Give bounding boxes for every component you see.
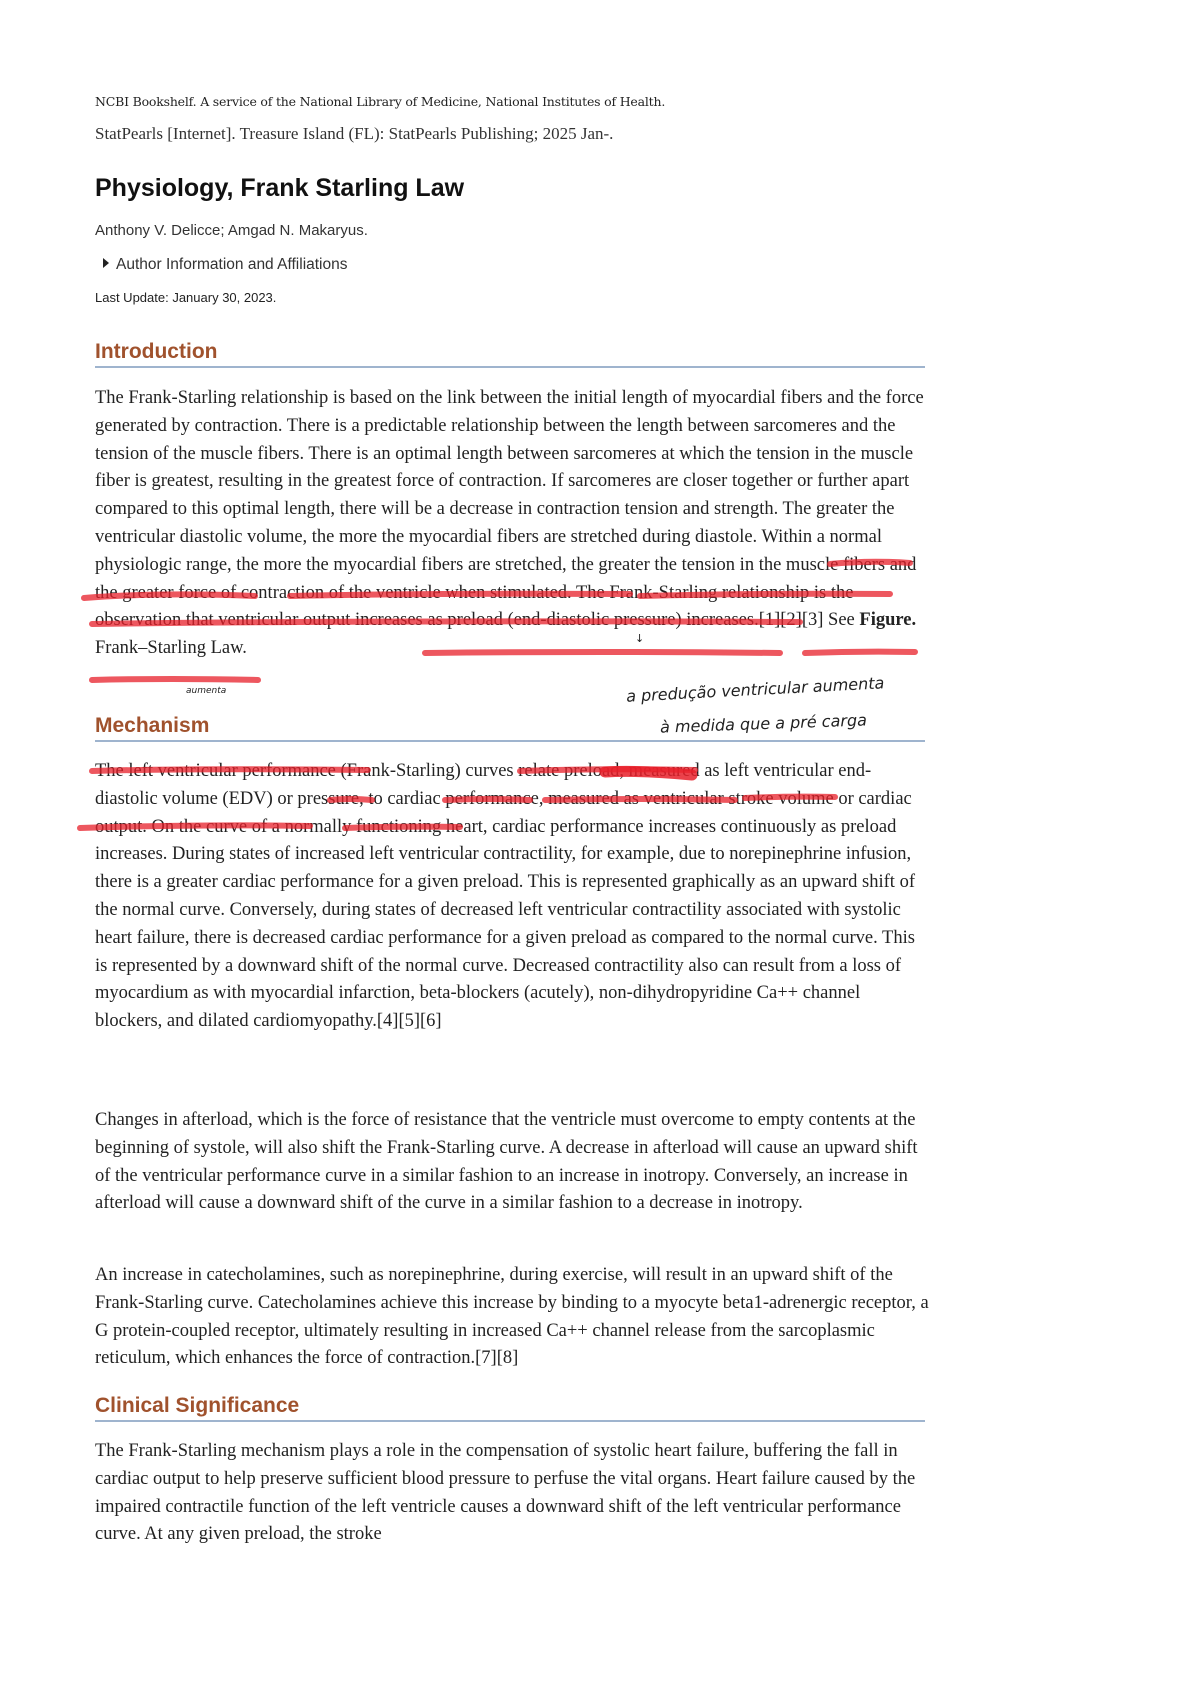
mechanism-paragraph-1 <box>95 758 930 1036</box>
bookshelf-banner: NCBI Bookshelf. A service of the National Library of Medicine, National Institutes of Health. <box>95 94 666 109</box>
introduction-paragraph <box>95 385 930 663</box>
introduction-see: See <box>823 610 860 631</box>
handwritten-note-line-2: à medida que a pré carga <box>659 710 868 737</box>
section-heading-mechanism: Mechanism <box>95 714 925 742</box>
mechanism-paragraph-2: Changes in afterload, which is the force of resistance that the ventricle must overcome to empty contents at the beginning of systole, will also shift the Frank-Starling curve. A decrease in afterload will cause an upward shift of the ventricular performance curve in a similar fashion to an increase in inotropy. Conversely, an increase in afterload will cause a downward shift of the curve in a similar fashion to a decrease in inotropy. <box>95 1110 918 1214</box>
highlight-stroke <box>92 679 258 680</box>
section-heading-introduction: Introduction <box>95 340 925 368</box>
author-affiliations-label: Author Information and Affiliations <box>116 256 348 273</box>
figure-link[interactable]: Figure. <box>859 610 917 631</box>
introduction-refs[interactable]: [1][2][3] <box>758 610 824 631</box>
disclosure-triangle-icon <box>103 258 109 268</box>
mechanism-refs-3[interactable]: [7][8] <box>475 1348 519 1369</box>
handwritten-note-line-1: a predução ventricular aumenta <box>625 673 885 706</box>
mechanism-text-3: An increase in catecholamines, such as norepinephrine, during exercise, will result in an upward shift of the Frank-Starling curve. Catecholamines achieve this increase by binding to a myocyte beta1-adrenergic receptor, a G protein-coupled receptor, ultimately resulting in increased Ca++ channel release from the sarcoplasmic reticulum, which enhances the force of contraction. <box>95 1265 929 1369</box>
introduction-text: The Frank-Starling relationship is based on the link between the initial length of myocardial fibers and the force generated by contraction. There is a predictable relationship between the length between sarcomeres and the tension of the muscle fibers. There is an optimal length between sarcomeres at which the tension in the muscle fiber is greatest, resulting in the greatest force of contraction. If sarcomeres are closer together or further apart compared to this optimal length, there will be a decrease in contraction tension and strength. The greater the ventricular diastolic volume, the more the myocardial fibers are stretched during diastole. Within a normal physiologic range, the more the myocardial fibers are stretched, the greater the tension in the muscle fibers and the greater force of contraction of the ventricle when stimulated. The Frank-Starling relationship is the observation that ventricular output increases as preload (end-diastolic pressure) increases. <box>95 388 924 631</box>
citation-line: StatPearls [Internet]. Treasure Island (FL): StatPearls Publishing; 2025 Jan-. <box>95 124 614 143</box>
mechanism-refs-1[interactable]: [4][5][6] <box>376 1011 442 1032</box>
annotation-arrow: ↓ <box>635 632 645 645</box>
page-title: Physiology, Frank Starling Law <box>95 174 465 202</box>
mechanism-text-1: The left ventricular performance (Frank-Starling) curves relate preload, measured as left ventricular end-diastolic volume (EDV) or pressure, to cardiac performance, measured as ventricular stroke volume or cardiac output. On the curve of a normally functioning heart, cardiac performance increases continuously as preload increases. During states of increased left ventricular contractility, for example, due to norepinephrine infusion, there is a greater cardiac performance for a given preload. This is represented graphically as an upward shift of the normal curve. Conversely, during states of decreased left ventricular contractility associated with systolic heart failure, there is decreased cardiac performance for a given preload as compared to the normal curve. This is represented by a downward shift of the normal curve. Decreased contractility also can result from a loss of myocardium as with myocardial infarction, beta-blockers (acutely), non-dihydropyridine Ca++ channel blockers, and dilated cardiomyopathy. <box>95 761 915 1032</box>
authors: Anthony V. Delicce; Amgad N. Makaryus. <box>95 222 368 239</box>
author-affiliations-toggle[interactable] <box>103 256 348 274</box>
last-update: Last Update: January 30, 2023. <box>95 290 277 305</box>
figure-caption: Frank–Starling Law. <box>95 638 247 659</box>
clinical-paragraph: The Frank-Starling mechanism plays a role in the compensation of systolic heart failure, buffering the fall in cardiac output to help preserve sufficient blood pressure to perfuse the vital organs. Heart failure caused by the impaired contractile function of the left ventricle causes a downward shift of the left ventricular performance curve. At any given preload, the stroke <box>95 1441 916 1545</box>
handwritten-small-note: aumenta <box>186 686 227 696</box>
mechanism-paragraph-3 <box>95 1262 930 1373</box>
section-heading-clinical: Clinical Significance <box>95 1394 925 1422</box>
